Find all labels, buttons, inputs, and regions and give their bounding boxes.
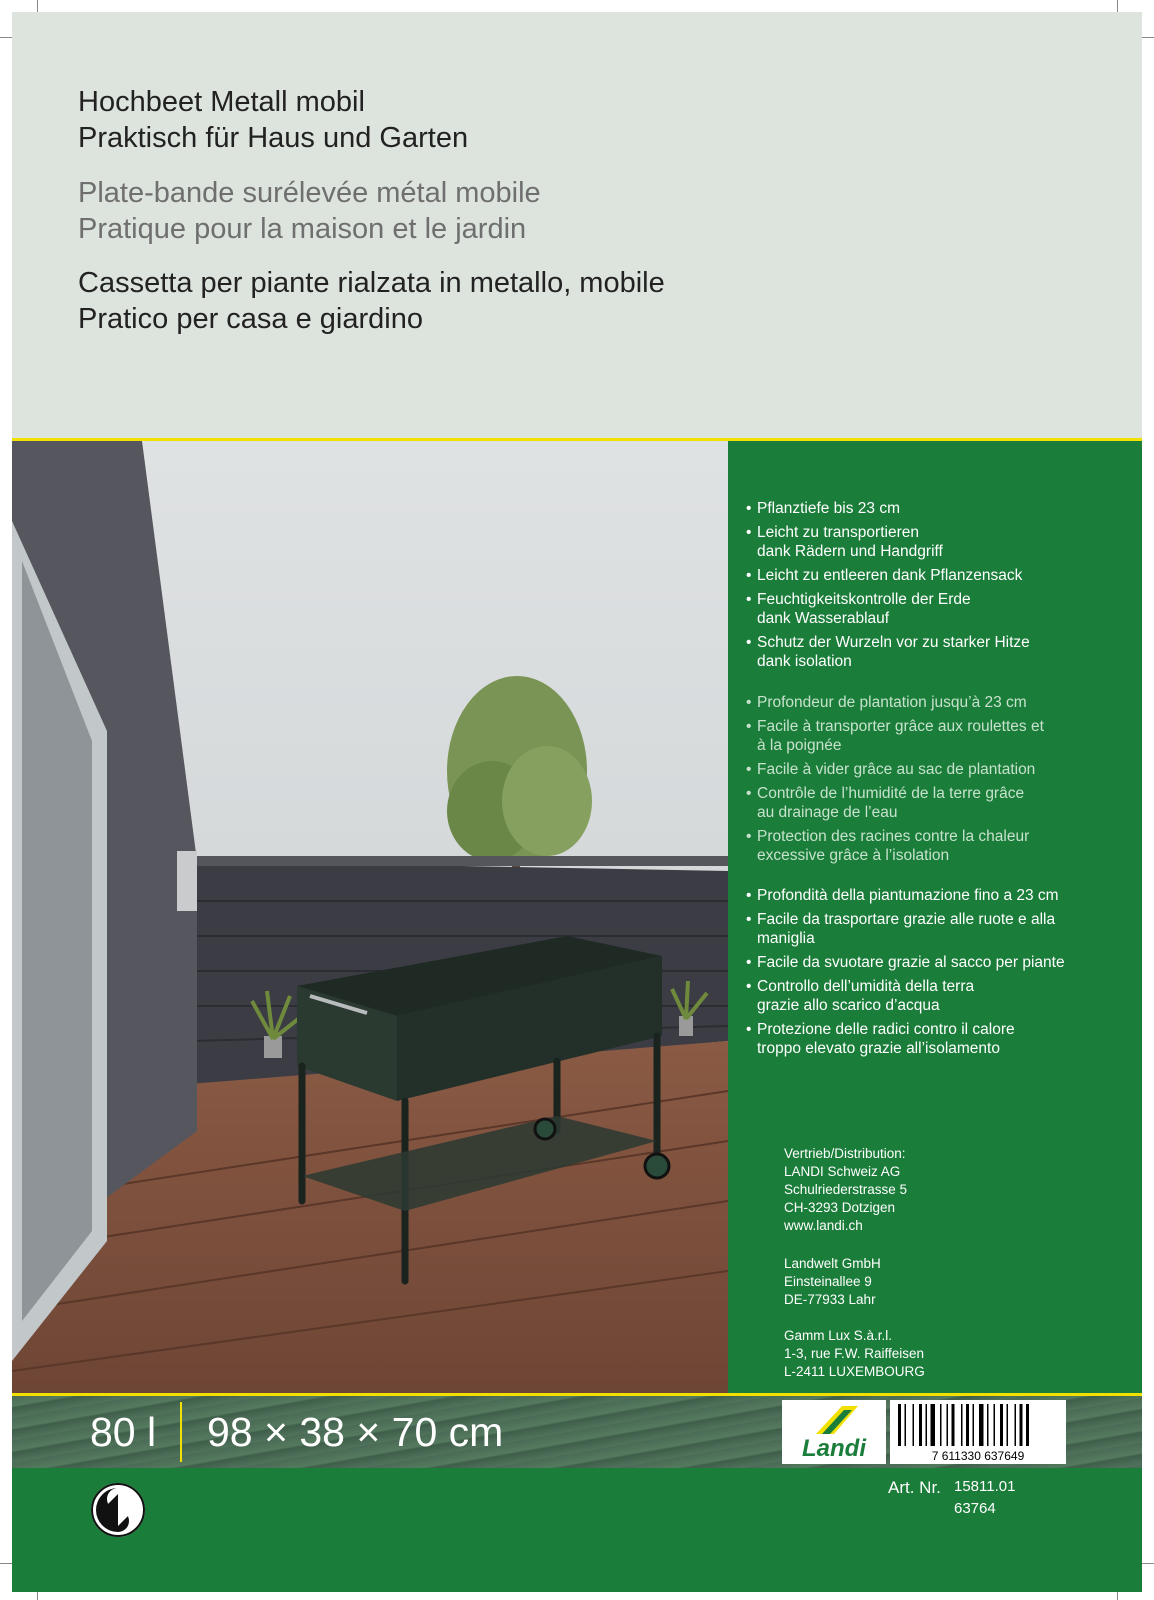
barcode-bar (961, 1404, 963, 1446)
distributor-ch-line: CH-3293 Dotzigen (784, 1200, 896, 1215)
barcode-bar (1026, 1404, 1029, 1446)
title-de (78, 84, 468, 156)
title-de-line2: Praktisch für Haus und Garten (78, 122, 469, 154)
landi-logo (782, 1400, 886, 1464)
feature-it-item: • Facile da svuotare grazie al sacco per piante (746, 953, 1065, 972)
title-de-line1: Hochbeet Metall mobil (78, 86, 365, 118)
barcode-bar (1007, 1404, 1009, 1446)
barcode-bar (952, 1404, 955, 1446)
title-fr-line2: Pratique pour la maison et le jardin (78, 213, 527, 245)
product-photo (12, 441, 728, 1396)
distribution-block (784, 1145, 907, 1235)
distributor-ch-line: www.landi.ch (784, 1218, 863, 1233)
title-fr-line1: Plate-bande surélevée métal mobile (78, 177, 541, 209)
footer-band (12, 1468, 1142, 1592)
feature-it-item: • Controllo dell’umidità della terra grazie allo scarico d’acqua (746, 977, 1065, 1015)
feature-de-item: • Schutz der Wurzeln vor zu starker Hitze dank isolation (746, 633, 1030, 671)
feature-it-item: • Profondità della piantumazione fino a 23 cm (746, 886, 1065, 905)
distributor-de-line: DE-77933 Lahr (784, 1292, 876, 1307)
barcode-bars (890, 1400, 1066, 1464)
barcode-bar (994, 1404, 996, 1446)
distributor-lu-line: 1-3, rue F.W. Raiffeisen (784, 1346, 925, 1361)
green-dot-recycling-icon (90, 1482, 146, 1538)
barcode-bar (919, 1404, 922, 1446)
barcode-bar (913, 1404, 915, 1446)
barcode-bar (966, 1404, 969, 1446)
barcode-bar (1015, 1404, 1017, 1446)
features-fr-list (746, 693, 1044, 870)
barcode-bar (940, 1404, 942, 1446)
raised-bed-photo-illustration (12, 441, 728, 1396)
feature-fr-item: • Profondeur de plantation jusqu’à 23 cm (746, 693, 1044, 712)
barcode-bar (947, 1404, 949, 1446)
feature-de-item: • Leicht zu entleeren dank Pflanzensack (746, 566, 1030, 585)
distributor-ch-line: LANDI Schweiz AG (784, 1164, 901, 1179)
feature-de-item: • Leicht zu transportieren dank Rädern und Handgriff (746, 523, 1030, 561)
spec-separator (180, 1402, 182, 1462)
barcode-bar (979, 1404, 984, 1446)
volume-label: 80 l (90, 1409, 157, 1455)
dimensions-label: 98 × 38 × 70 cm (207, 1409, 504, 1455)
distributor-lu-line: L-2411 LUXEMBOURG (784, 1364, 925, 1379)
features-de-list (746, 499, 1030, 676)
feature-de-item: • Feuchtigkeitskontrolle der Erde dank Wasserablauf (746, 590, 1030, 628)
distributor-de-line: Landwelt GmbH (784, 1256, 881, 1271)
feature-de-item: • Pflanztiefe bis 23 cm (746, 499, 1030, 518)
feature-fr-item: • Protection des racines contre la chaleur excessive grâce à l’isolation (746, 827, 1044, 865)
distributor-de-line: Einsteinallee 9 (784, 1274, 872, 1289)
article-number: 15811.01 (954, 1478, 1016, 1495)
barcode-bar (926, 1404, 928, 1446)
barcode-bar (898, 1404, 901, 1446)
barcode-bar (973, 1404, 975, 1446)
features-it-list (746, 886, 1065, 1063)
article-label: Art. Nr. (888, 1478, 941, 1497)
barcode-number: 7 611330 637649 (931, 1449, 1025, 1463)
title-fr (78, 175, 541, 247)
barcode-bar (987, 1404, 989, 1446)
feature-fr-item: • Facile à transporter grâce aux roulettes et à la poignée (746, 717, 1044, 755)
article-code: 63764 (954, 1500, 996, 1517)
barcode-bar (905, 1404, 907, 1446)
distributor-de-block (784, 1255, 881, 1309)
feature-it-item: • Protezione delle radici contro il calore troppo elevato grazie all’isolamento (746, 1020, 1065, 1058)
features-panel (728, 441, 1142, 1396)
distributor-lu-line: Gamm Lux S.à.r.l. (784, 1328, 893, 1343)
feature-fr-item: • Facile à vider grâce au sac de plantation (746, 760, 1044, 779)
landi-logo-text: Landi (802, 1435, 866, 1462)
title-it-line2: Pratico per casa e giardino (78, 303, 423, 335)
barcode (890, 1400, 1066, 1464)
landi-logo-icon (782, 1400, 886, 1464)
title-it-line1: Cassetta per piante rialzata in metallo, mobile (78, 267, 665, 299)
barcode-bar (1000, 1404, 1003, 1446)
distributor-lu-block (784, 1327, 925, 1381)
distributor-ch-line: Schulriederstrasse 5 (784, 1182, 908, 1197)
feature-it-item: • Facile da trasportare grazie alle ruote e alla maniglia (746, 910, 1065, 948)
title-it (78, 265, 665, 337)
feature-fr-item: • Contrôle de l’humidité de la terre grâce au drainage de l’eau (746, 784, 1044, 822)
distribution-label: Vertrieb/Distribution: (784, 1146, 906, 1161)
barcode-bar (931, 1404, 936, 1446)
barcode-bar (1020, 1404, 1023, 1446)
